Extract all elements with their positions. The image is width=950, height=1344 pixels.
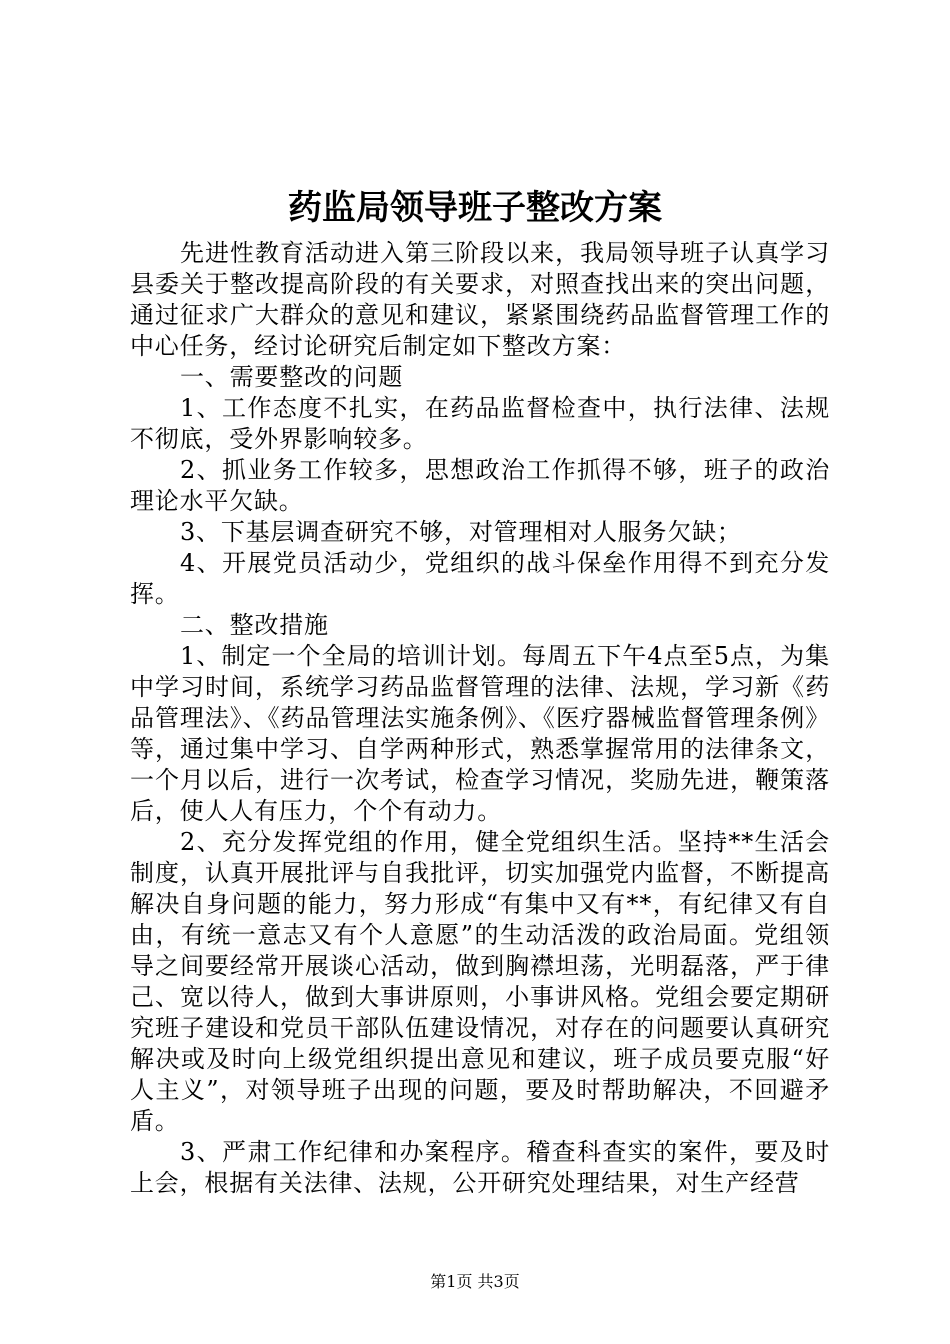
section-heading-problems: 一、需要整改的问题 — [180, 363, 404, 391]
document-body — [130, 238, 830, 1199]
section-heading-measures: 二、整改措施 — [180, 611, 329, 639]
paragraph-problem-1: 1、工作态度不扎实，在药品监督检查中，执行法律、法规不彻底，受外界影响较多。 — [130, 394, 830, 453]
paragraph-measure-3: 3、严肃工作纪律和办案程序。稽查科查实的案件，要及时上会，根据有关法律、法规，公开研究处理结果，对生产经营 — [130, 1138, 830, 1197]
paragraph-measure-2: 2、充分发挥党组的作用，健全党组织生活。坚持**生活会制度，认真开展批评与自我批评，切实加强党内监督，不断提高解决自身问题的能力，努力形成“有集中又有**，有纪律又有自由，有统一意志又有个人意愿”的生动活泼的政治局面。党组领导之间要经常开展谈心活动，做到胸襟坦荡，光明磊落，严于律己、宽以待人，做到大事讲原则，小事讲风格。党组会要定期研究班子建设和党员干部队伍建设情况，对存在的问题要认真研究解决或及时向上级党组织提出意见和建议，班子成员要克服“好人主义”，对领导班子出现的问题，要及时帮助解决，不回避矛盾。 — [130, 828, 830, 1135]
document-title: 药监局领导班子整改方案 — [288, 188, 662, 228]
paragraph-problem-4: 4、开展党员活动少，党组织的战斗保垒作用得不到充分发挥。 — [130, 549, 830, 608]
page-footer: 第1页 共3页 — [430, 1272, 520, 1291]
paragraph-problem-3: 3、下基层调查研究不够，对管理相对人服务欠缺； — [180, 518, 742, 546]
paragraph-intro: 先进性教育活动进入第三阶段以来，我局领导班子认真学习县委关于整改提高阶段的有关要求，对照查找出来的突出问题，通过征求广大群众的意见和建议，紧紧围绕药品监督管理工作的中心任务，经讨论研究后制定如下整改方案： — [130, 239, 830, 360]
paragraph-measure-1: 1、制定一个全局的培训计划。每周五下午4点至5点，为集中学习时间，系统学习药品监督管理的法律、法规，学习新《药品管理法》、《药品管理法实施条例》、《医疗器械监督管理条例》等，通过集中学习、自学两种形式，熟悉掌握常用的法律条文，一个月以后，进行一次考试，检查学习情况，奖励先进，鞭策落后，使人人有压力，个个有动力。 — [130, 642, 830, 825]
paragraph-problem-2: 2、抓业务工作较多，思想政治工作抓得不够，班子的政治理论水平欠缺。 — [130, 456, 830, 515]
